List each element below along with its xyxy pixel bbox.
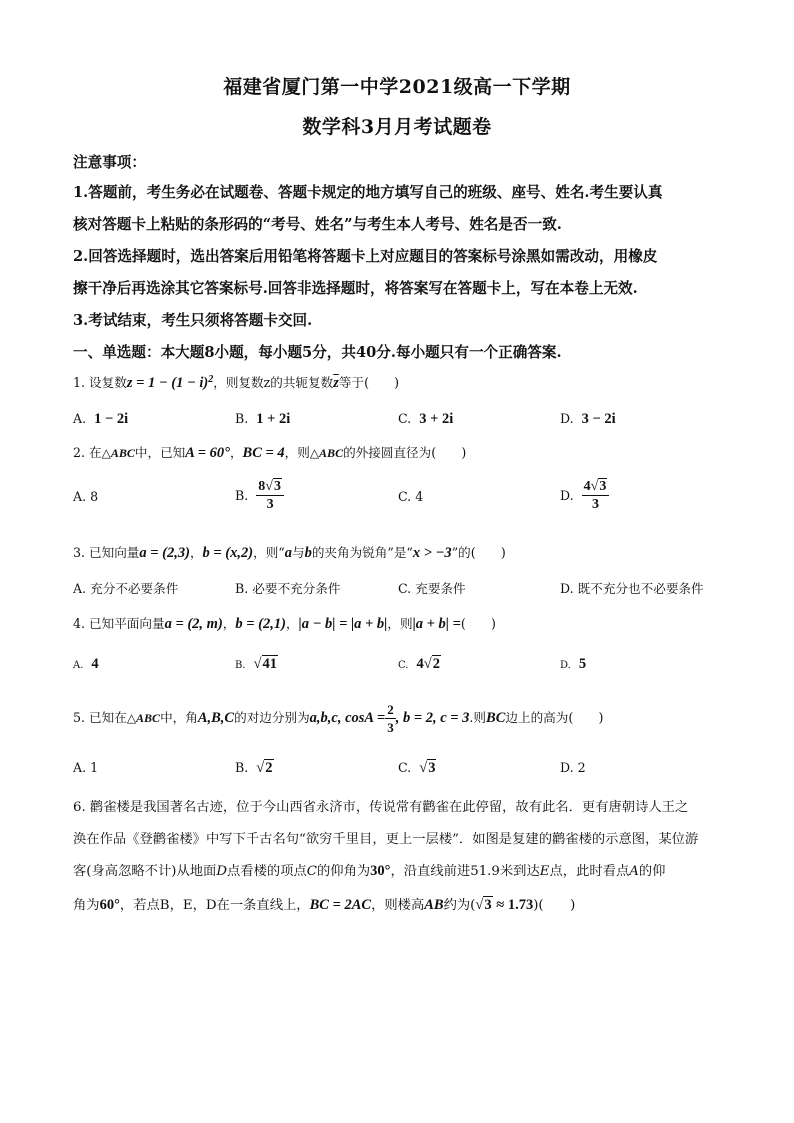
q3-vector-b: b = (x,2) — [202, 545, 254, 561]
q3-b: b — [304, 545, 312, 561]
q2-option-d-label: D. — [560, 488, 574, 503]
q2-option-c-label: C. — [398, 489, 412, 504]
q3-option-c-label: C. — [398, 581, 412, 596]
q1-option-c-value: 3 + 2i — [419, 411, 454, 427]
q4-option-b-label: B. — [235, 660, 246, 671]
q4-vector-a: a = (2, m) — [164, 616, 223, 632]
q3-suffix: ”的( ) — [451, 545, 506, 560]
q4-option-d-value: 5 — [578, 656, 587, 672]
q3-option-c-value: 充要条件 — [415, 581, 466, 596]
q3-option-a-value: 充分不必要条件 — [90, 581, 179, 596]
q5-option-c[interactable]: C. √3 — [398, 760, 436, 776]
q3-prefix: 3. 已知向量 — [73, 545, 140, 560]
q4-sep2: ， — [285, 616, 299, 631]
q3-option-b[interactable] — [235, 578, 340, 597]
q5-fraction-den: 3 — [387, 720, 394, 735]
q1-exponent: 2 — [208, 373, 214, 385]
q1-suffix: 等于( ) — [338, 375, 400, 390]
q1-option-a[interactable] — [73, 411, 128, 428]
notice-item-3: 3.考试结束，考生只须将答题卡交回. — [73, 312, 313, 329]
q4-mid: ，则 — [387, 616, 413, 631]
question-6-line-3 — [73, 860, 723, 880]
question-2 — [73, 442, 723, 462]
q5-option-a[interactable] — [73, 760, 98, 775]
question-4 — [73, 613, 723, 633]
q4-option-d[interactable] — [560, 656, 586, 673]
q1-option-c[interactable] — [398, 411, 453, 428]
q1-mid: ，则复数z的共轭复数 — [213, 375, 334, 390]
q2-mid1: 中，已知 — [134, 445, 186, 460]
q6-l4-d: 约为( — [443, 898, 476, 913]
notice-item-2b: 擦干净后再选涂其它答案标号.回答非选择题时，将答案写在答题卡上，写在本卷上无效. — [73, 280, 638, 297]
q4-option-b-radicand: 41 — [262, 656, 278, 672]
q2-suffix: 的外接圆直径为( ) — [343, 445, 467, 460]
q1-zbar: $\overline{z}$ — [333, 375, 339, 391]
q4-vector-b: b = (2,1) — [235, 616, 286, 632]
q3-mid2: 的夹角为锐角”是“ — [311, 545, 413, 560]
q1-option-d-label: D. — [560, 411, 574, 426]
q2-option-b[interactable] — [235, 478, 284, 513]
q5-option-b-label: B. — [235, 760, 249, 775]
q4-option-c-label: C. — [398, 660, 409, 671]
question-6-line-4: 角为60°，若点B，E，D在一条直线上，BC = 2AC，则楼高AB约为(√3 ≈ 1.73)( ) — [73, 897, 576, 913]
q6-l3-c: 的仰角为 — [316, 864, 371, 879]
q4-prefix: 4. 已知平面向量 — [73, 616, 165, 631]
q5-triangle: △ABC — [126, 711, 161, 725]
q1-option-a-label: A. — [73, 411, 87, 426]
q5-option-b-radicand: 2 — [265, 760, 273, 776]
q2-prefix: 2. 在 — [73, 445, 102, 460]
q1-option-d[interactable] — [560, 411, 616, 428]
q3-option-c[interactable] — [398, 578, 466, 597]
question-6-line-1: 6. 鹳雀楼是我国著名古迹，位于今山西省永济市，传说常有鹳雀在此停留，故有此名．更有唐朝诗人王之 — [73, 800, 689, 815]
q3-vector-a: a = (2,3) — [139, 545, 190, 561]
notice-item-2a: 2.回答选择题时，选出答案后用铅笔将答题卡上对应题目的答案标号涂黑如需改动，用橡皮 — [73, 248, 658, 265]
q3-with: 与 — [291, 545, 305, 560]
q6-l4-c: ，则楼高 — [371, 898, 425, 913]
q5-option-d-label: D. — [560, 760, 574, 775]
q6-l3-d: ，沿直线前进51.9米到达 — [390, 864, 540, 879]
question-6-line-2: 涣在作品《登鹳雀楼》中写下千古名句“欲穷千里目，更上一层楼”．如图是复建的鹳雀楼的示意图，某位游 — [73, 832, 699, 847]
q5-fraction-num: 2 — [387, 702, 394, 717]
q2-triangle-2: △ABC — [309, 446, 344, 460]
q5-rest: , b = 2, c = 3 — [395, 710, 470, 726]
q1-option-b[interactable] — [235, 411, 290, 428]
q1-prefix: 1. 设复数 — [73, 375, 127, 390]
q5-option-c-radicand: 3 — [428, 760, 436, 776]
notice-heading: 注意事项： — [73, 154, 146, 171]
q5-prefix: 5. 已知在 — [73, 710, 127, 725]
q6-angle-60: 60° — [99, 897, 120, 913]
notice-item-1b: 核对答题卡上粘贴的条形码的“考号、姓名”与考生本人考号、姓名是否一致. — [73, 216, 562, 233]
q6-l4-a: 角为 — [73, 898, 100, 913]
q2-option-a[interactable] — [73, 489, 98, 504]
question-5 — [73, 700, 723, 736]
q5-bc: BC — [486, 710, 506, 726]
q3-sep: ， — [189, 545, 203, 560]
q4-expression: |a + b| = — [412, 616, 461, 632]
q5-fraction — [385, 701, 396, 736]
q3-option-a[interactable] — [73, 578, 178, 597]
q4-option-a-value: 4 — [91, 656, 99, 672]
q4-condition: |a − b| = |a + b| — [298, 616, 388, 632]
q2-option-d[interactable] — [560, 478, 609, 513]
q3-mid: ，则“ — [253, 545, 285, 560]
q5-mid2: 的对边分别为 — [234, 710, 310, 725]
q4-option-a-label: A. — [73, 660, 84, 671]
q2-option-c[interactable] — [398, 489, 423, 504]
q6-ab: AB — [424, 897, 444, 913]
q5-option-b[interactable]: B. √2 — [235, 760, 273, 776]
q6-condition: BC = 2AC — [309, 897, 372, 913]
q2-option-b-coef: 8 — [258, 479, 266, 494]
q6-l3-b: 点看楼的项点 — [227, 864, 307, 879]
q6-l4-b: ，若点B，E，D在一条直线上， — [119, 898, 310, 913]
q3-a: a — [284, 545, 292, 561]
q1-option-d-value: 3 − 2i — [581, 411, 616, 427]
q2-option-b-fraction: $\frac{8√3}{3}$ — [256, 478, 284, 513]
q6-l4-e: )( ) — [533, 898, 576, 913]
q5-angles: A,B,C — [197, 710, 235, 726]
q2-option-b-radicand: 3 — [273, 479, 281, 494]
q6-l3-f: 的仰 — [638, 864, 666, 879]
q5-option-a-value: 1 — [90, 760, 99, 775]
q3-option-d-value: 既不充分也不必要条件 — [577, 581, 704, 596]
q2-option-c-value: 4 — [415, 489, 424, 504]
section-heading: 一、单选题：本大题8小题，每小题5分，共40分.每小题只有一个正确答案. — [73, 344, 562, 361]
q6-l3-e: 点，此时看点 — [549, 864, 630, 879]
q1-option-b-value: 1 + 2i — [256, 411, 291, 427]
q6-point-d: D — [216, 864, 228, 879]
q2-option-a-value: 8 — [90, 489, 99, 504]
q1-option-c-label: C. — [398, 411, 412, 426]
q4-option-c-radicand: 2 — [432, 656, 440, 672]
q2-mid2: ，则 — [284, 445, 310, 460]
q4-option-a[interactable] — [73, 656, 99, 673]
notice-item-1a: 1.答题前，考生务必在试题卷、答题卡规定的地方填写自己的班级、座号、姓名.考生要认真 — [73, 184, 663, 201]
q4-option-d-label: D. — [560, 660, 571, 671]
q6-l3-a: 客(身高忽略不计)从地面 — [73, 864, 217, 879]
q2-option-b-denominator: 3 — [266, 497, 274, 512]
q4-option-b[interactable]: B. √41 — [235, 656, 278, 672]
q5-option-d-value: 2 — [577, 760, 586, 775]
q6-approx-value: ≈ 1.73 — [492, 897, 534, 913]
q3-option-a-label: A. — [73, 581, 87, 596]
q2-option-d-coef: 4 — [583, 479, 591, 494]
q5-suffix: 边上的高为( ) — [505, 710, 604, 725]
exam-subtitle: 数学科3月月考试题卷 — [302, 116, 492, 138]
q6-point-e: E — [539, 864, 550, 879]
q1-option-b-label: B. — [235, 411, 249, 426]
q1-option-a-value: 1 − 2i — [94, 411, 129, 427]
q2-option-d-radicand: 3 — [599, 479, 607, 494]
q3-option-d[interactable] — [560, 578, 704, 597]
q5-option-d[interactable] — [560, 760, 586, 775]
q1-math: z = 1 − (1 − i) — [126, 375, 209, 391]
q3-option-b-label: B. — [235, 581, 249, 596]
q4-option-c-coef: 4 — [416, 656, 424, 672]
q2-option-d-fraction: $\frac{4√3}{3}$ — [582, 478, 610, 513]
q5-mid3: .则 — [469, 710, 487, 725]
q5-mid1: 中，角 — [160, 710, 198, 725]
q5-option-c-label: C. — [398, 760, 412, 775]
q5-option-a-label: A. — [73, 760, 87, 775]
question-1 — [73, 372, 723, 392]
q6-point-c: C — [306, 864, 317, 879]
question-3 — [73, 542, 723, 562]
q6-approx-radicand: 3 — [484, 897, 492, 913]
q2-condition-angle: A = 60° — [185, 445, 230, 461]
q6-point-a: A — [629, 864, 639, 879]
q3-option-b-value: 必要不充分条件 — [252, 581, 341, 596]
exam-title: 福建省厦门第一中学2021级高一下学期 — [223, 76, 571, 98]
q4-option-c[interactable]: C. 4√2 — [398, 656, 440, 672]
q2-option-d-denominator: 3 — [592, 497, 600, 512]
q3-condition: x > −3 — [412, 545, 452, 561]
q2-comma: ， — [229, 445, 243, 460]
q2-option-b-label: B. — [235, 488, 249, 503]
q2-triangle: △ABC — [101, 446, 135, 460]
q4-suffix: ( ) — [460, 616, 496, 631]
q4-sep: ， — [222, 616, 236, 631]
q2-option-a-label: A. — [73, 489, 87, 504]
q3-option-d-label: D. — [560, 581, 574, 596]
q6-angle-30: 30° — [370, 863, 391, 879]
q2-condition-side: BC = 4 — [242, 445, 285, 461]
q5-sides: a,b,c, cosA = — [309, 710, 386, 726]
